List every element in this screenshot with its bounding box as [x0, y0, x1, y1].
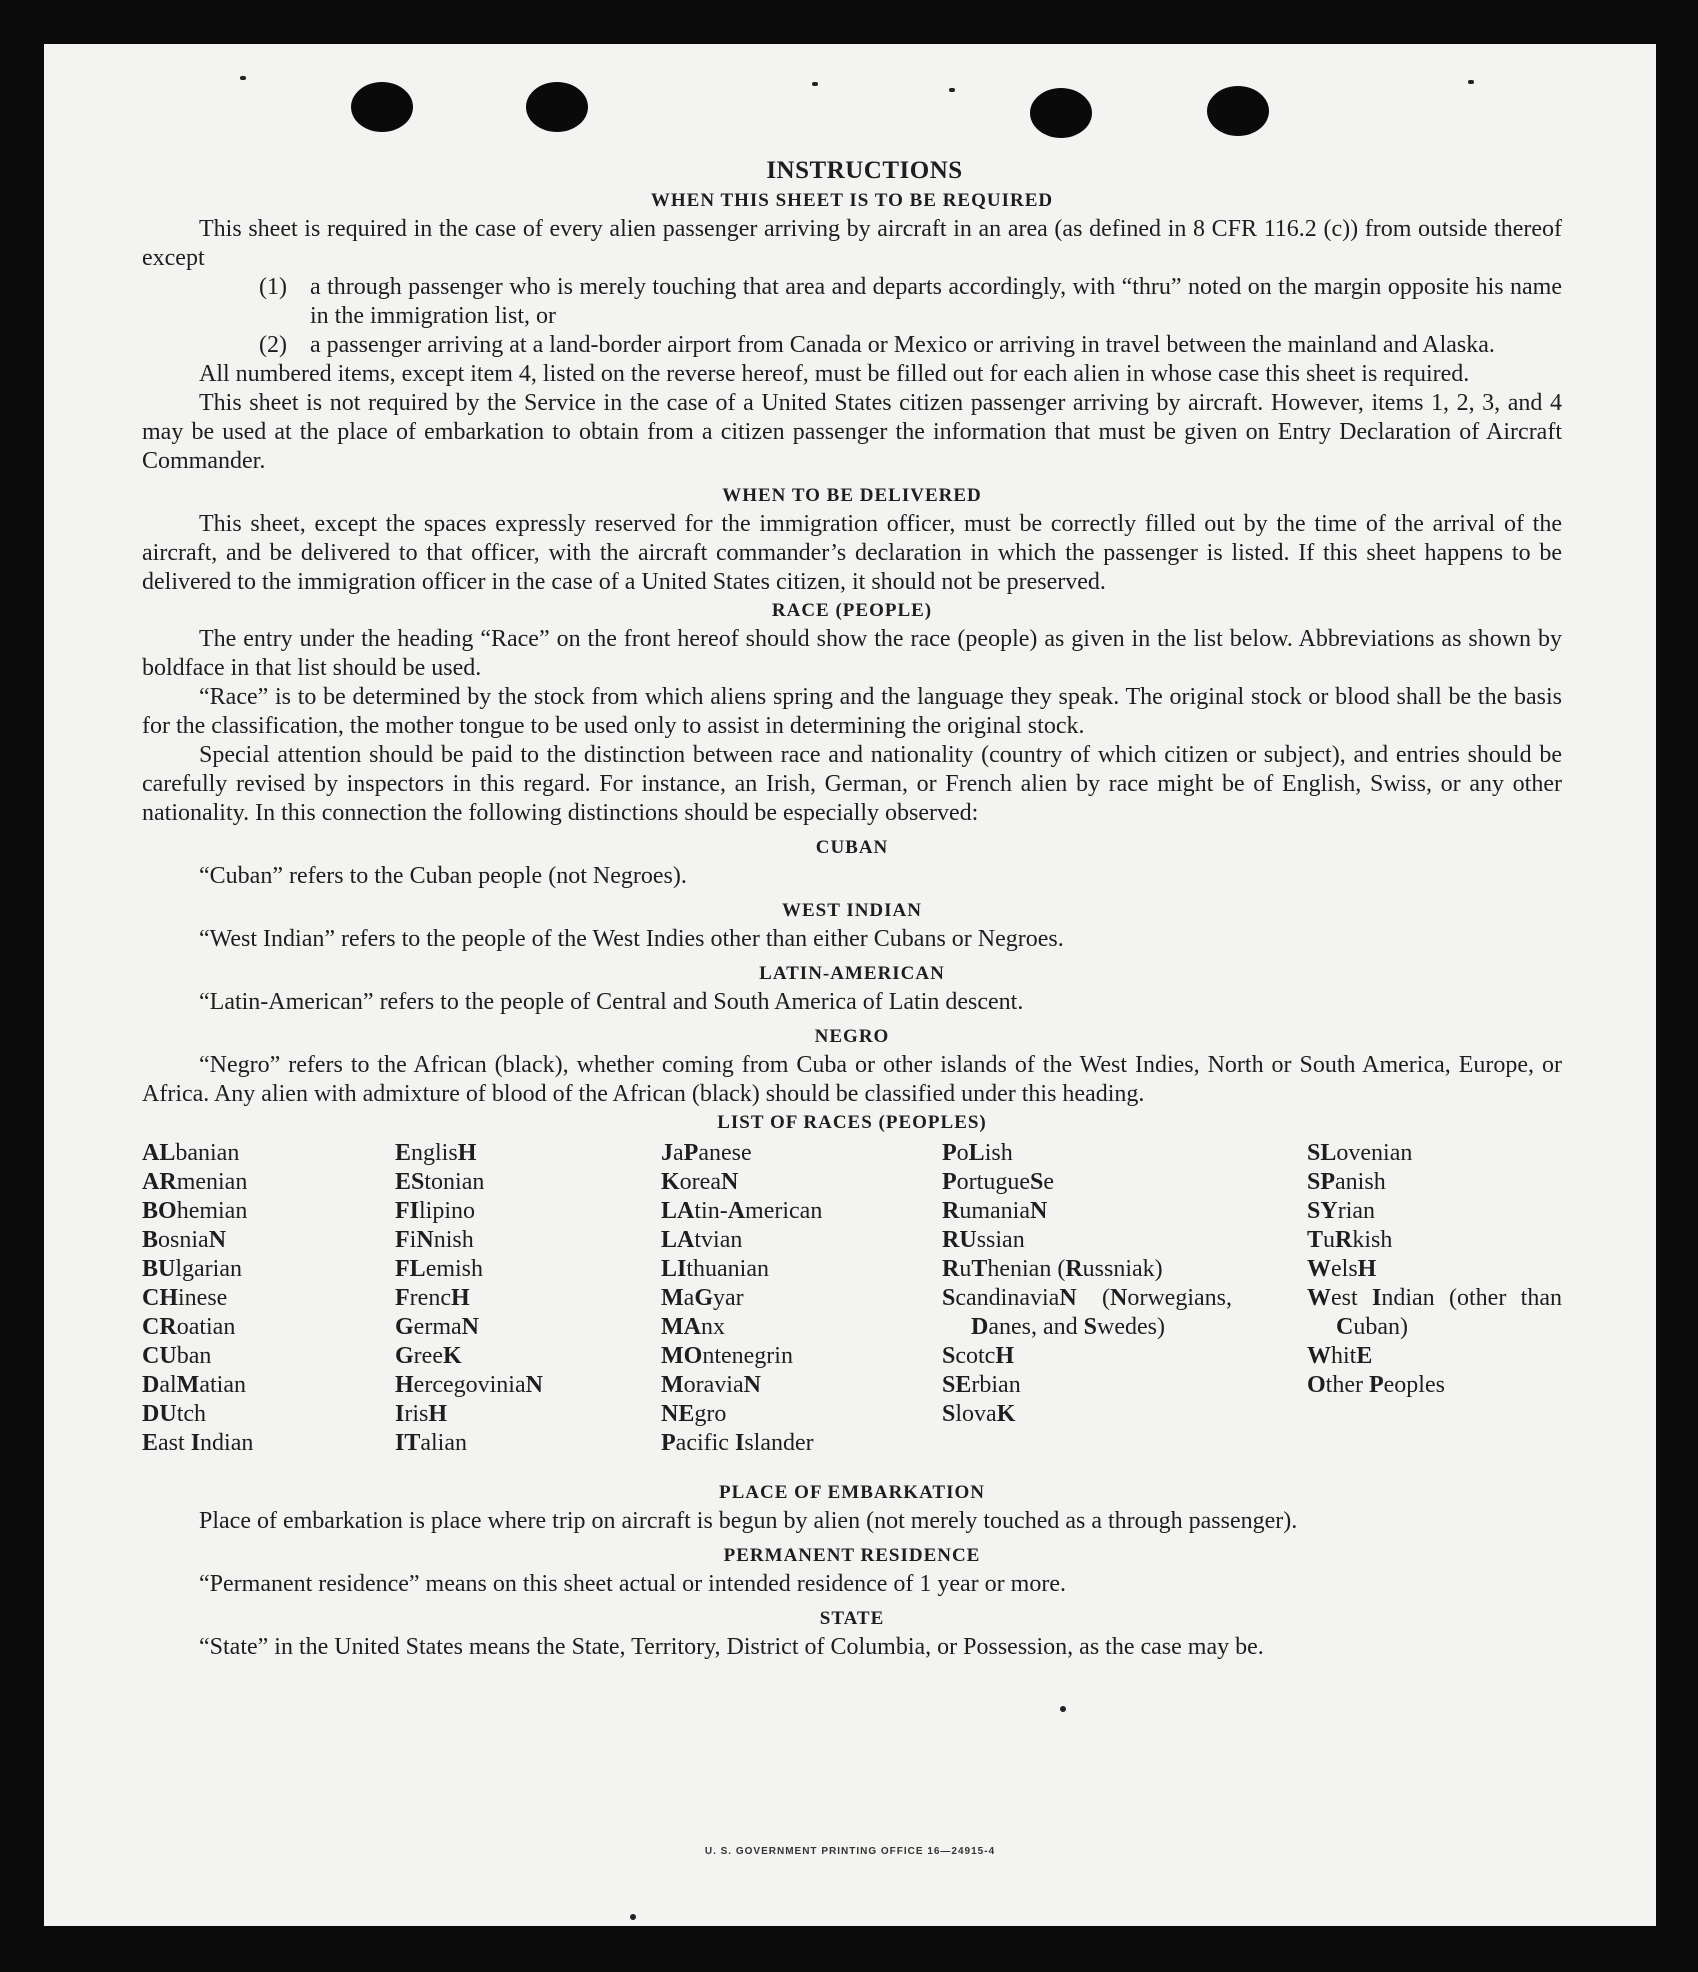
- race-entry: TuRkish: [1307, 1227, 1393, 1253]
- race-entry: NEgro: [661, 1401, 727, 1427]
- item-text: a passenger arriving at a land-border airport from Canada or Mexico or arriving in travel between the mainland and Alaska.: [310, 332, 1495, 358]
- section-heading: LIST OF RACES (PEOPLES): [717, 1112, 987, 1133]
- races-column: [942, 1139, 1232, 1429]
- paragraph: “Negro” refers to the African (black), whether coming from Cuba or other islands of the West Indies, North or South America, Europe, or Africa. Any alien with admixture of blood of the African (black) should be classified under this heading.: [142, 1052, 1562, 1107]
- race-entry: SYrian: [1307, 1198, 1376, 1224]
- section-heading: RACE (PEOPLE): [771, 600, 933, 621]
- speck: [1468, 80, 1474, 84]
- section-heading: NEGRO: [814, 1026, 890, 1047]
- race-entry: ITalian: [395, 1430, 467, 1456]
- item-number: (1): [259, 274, 287, 300]
- list-item: [142, 273, 1562, 331]
- page-title: INSTRUCTIONS: [766, 157, 963, 184]
- race-entry: GermaN: [395, 1314, 479, 1340]
- race-entry: LAtin-American: [661, 1198, 823, 1224]
- paragraph: All numbered items, except item 4, listed on the reverse hereof, must be filled out for each alien in whose case this sheet is required.: [199, 361, 1470, 387]
- race-entry: JaPanese: [661, 1140, 752, 1166]
- paragraph: This sheet, except the spaces expressly reserved for the immigration officer, must be correctly filled out by the time of the arrival of the aircraft, and be delivered to that officer, with the aircraft commander’s declaration in which the passenger is listed. If this sheet happens to be delivered to the immigration officer in the case of a United States citizen, it should not be preserved.: [142, 511, 1562, 595]
- race-entry: PortugueSe: [942, 1169, 1054, 1195]
- paragraph: The entry under the heading “Race” on the front hereof should show the race (people) as given in the list below. Abbreviations as shown by boldface in that list should be used.: [142, 626, 1562, 681]
- race-entry: MAnx: [661, 1314, 725, 1340]
- speck: [812, 82, 818, 86]
- race-entry: HercegoviniaN: [395, 1372, 543, 1398]
- race-entry: RumaniaN: [942, 1198, 1048, 1224]
- race-entry: LAtvian: [661, 1227, 743, 1253]
- race-entry: MoraviaN: [661, 1372, 761, 1398]
- race-entry: MOntenegrin: [661, 1343, 793, 1369]
- speck: [240, 76, 246, 80]
- paragraph: “West Indian” refers to the people of the West Indies other than either Cubans or Negroes.: [199, 926, 1064, 952]
- races-column: [661, 1139, 822, 1458]
- race-entry: ARmenian: [142, 1169, 248, 1195]
- list-item: [142, 331, 1562, 360]
- paragraph: This sheet is not required by the Service in the case of a United States citizen passenger arriving by aircraft. However, items 1, 2, 3, and 4 may be used at the place of embarkation to obtain from a citizen passenger the information that must be given on Entry Declaration of Aircraft Commander.: [142, 390, 1562, 474]
- race-entry: East Indian: [142, 1430, 254, 1456]
- race-entry: SErbian: [942, 1372, 1021, 1398]
- race-entry: FIlipino: [395, 1198, 476, 1224]
- section-heading: CUBAN: [815, 837, 889, 858]
- race-entry: IrisH: [395, 1401, 448, 1427]
- race-entry: EStonian: [395, 1169, 485, 1195]
- race-entry: Pacific Islander: [661, 1430, 814, 1456]
- race-entry: West Indian (other than Cuban): [1307, 1285, 1562, 1340]
- race-entry: FiNnish: [395, 1227, 474, 1253]
- race-entry: PoLish: [942, 1140, 1013, 1166]
- race-entry: ALbanian: [142, 1140, 240, 1166]
- paragraph: This sheet is required in the case of every alien passenger arriving by aircraft in an area (as defined in 8 CFR 116.2 (c)) from outside thereof except: [142, 216, 1562, 271]
- race-entry: RuThenian (Russniak): [942, 1256, 1163, 1282]
- section-heading: STATE: [819, 1608, 885, 1629]
- section-heading: WHEN THIS SHEET IS TO BE REQUIRED: [650, 190, 1054, 211]
- race-entry: CUban: [142, 1343, 212, 1369]
- instructions-content: [142, 112, 1562, 1662]
- race-entry: EnglisH: [395, 1140, 477, 1166]
- race-entry: RUssian: [942, 1227, 1025, 1253]
- speck: [630, 1914, 636, 1920]
- race-entry: BOhemian: [142, 1198, 248, 1224]
- race-entry: SLovenian: [1307, 1140, 1413, 1166]
- race-entry: WhitE: [1307, 1343, 1373, 1369]
- race-entry: FrencH: [395, 1285, 470, 1311]
- races-column: [395, 1139, 543, 1458]
- race-entry: Other Peoples: [1307, 1372, 1445, 1398]
- race-entry: SPanish: [1307, 1169, 1386, 1195]
- race-entry: BUlgarian: [142, 1256, 242, 1282]
- paragraph: “Latin-American” refers to the people of Central and South America of Latin descent.: [199, 989, 1024, 1015]
- paragraph: Special attention should be paid to the distinction between race and nationality (country of which citizen or subject), and entries should be carefully revised by inspectors in this regard. For instance, an Irish, German, or French alien by race might be of English, Swiss, or any other nationality. In this connection the following distinctions should be especially observed:: [142, 742, 1562, 826]
- section-heading: WEST INDIAN: [782, 900, 922, 921]
- race-entry: MaGyar: [661, 1285, 744, 1311]
- speck: [1060, 1706, 1066, 1712]
- paragraph: “State” in the United States means the State, Territory, District of Columbia, or Possession, as the case may be.: [199, 1634, 1264, 1660]
- races-column: [142, 1139, 253, 1458]
- race-entry: DalMatian: [142, 1372, 246, 1398]
- race-entry: GreeK: [395, 1343, 462, 1369]
- printer-imprint: U. S. GOVERNMENT PRINTING OFFICE 16—24915-4: [704, 1846, 996, 1857]
- paragraph: Place of embarkation is place where trip on aircraft is begun by alien (not merely touched as a through passenger).: [199, 1508, 1298, 1534]
- item-text: a through passenger who is merely touching that area and departs accordingly, with “thru” noted on the margin opposite his name in the immigration list, or: [310, 274, 1562, 329]
- race-entry: CHinese: [142, 1285, 228, 1311]
- speck: [949, 88, 955, 92]
- race-entry: ScotcH: [942, 1343, 1015, 1369]
- item-number: (2): [259, 332, 287, 358]
- race-entry: FLemish: [395, 1256, 484, 1282]
- races-column: [1307, 1139, 1562, 1400]
- document-sheet: [44, 44, 1656, 1926]
- paragraph: “Race” is to be determined by the stock from which aliens spring and the language they speak. The original stock or blood shall be the basis for the classification, the mother tongue to be used only to assist in determining the original stock.: [142, 684, 1562, 739]
- section-heading: PLACE OF EMBARKATION: [719, 1482, 985, 1503]
- race-entry: LIthuanian: [661, 1256, 769, 1282]
- race-entry: WelsH: [1307, 1256, 1377, 1282]
- section-heading: PERMANENT RESIDENCE: [723, 1545, 981, 1566]
- race-entry: KoreaN: [661, 1169, 739, 1195]
- race-entry: BosniaN: [142, 1227, 227, 1253]
- section-heading: WHEN TO BE DELIVERED: [722, 485, 982, 506]
- races-list: [142, 1139, 1562, 1479]
- section-heading: LATIN-AMERICAN: [759, 963, 945, 984]
- paragraph: “Cuban” refers to the Cuban people (not Negroes).: [199, 863, 687, 889]
- race-entry: ScandinaviaN (Norwegians, Danes, and Swedes): [942, 1285, 1232, 1340]
- race-entry: DUtch: [142, 1401, 207, 1427]
- race-entry: SlovaK: [942, 1401, 1016, 1427]
- paragraph: “Permanent residence” means on this sheet actual or intended residence of 1 year or more.: [199, 1571, 1066, 1597]
- race-entry: CRoatian: [142, 1314, 236, 1340]
